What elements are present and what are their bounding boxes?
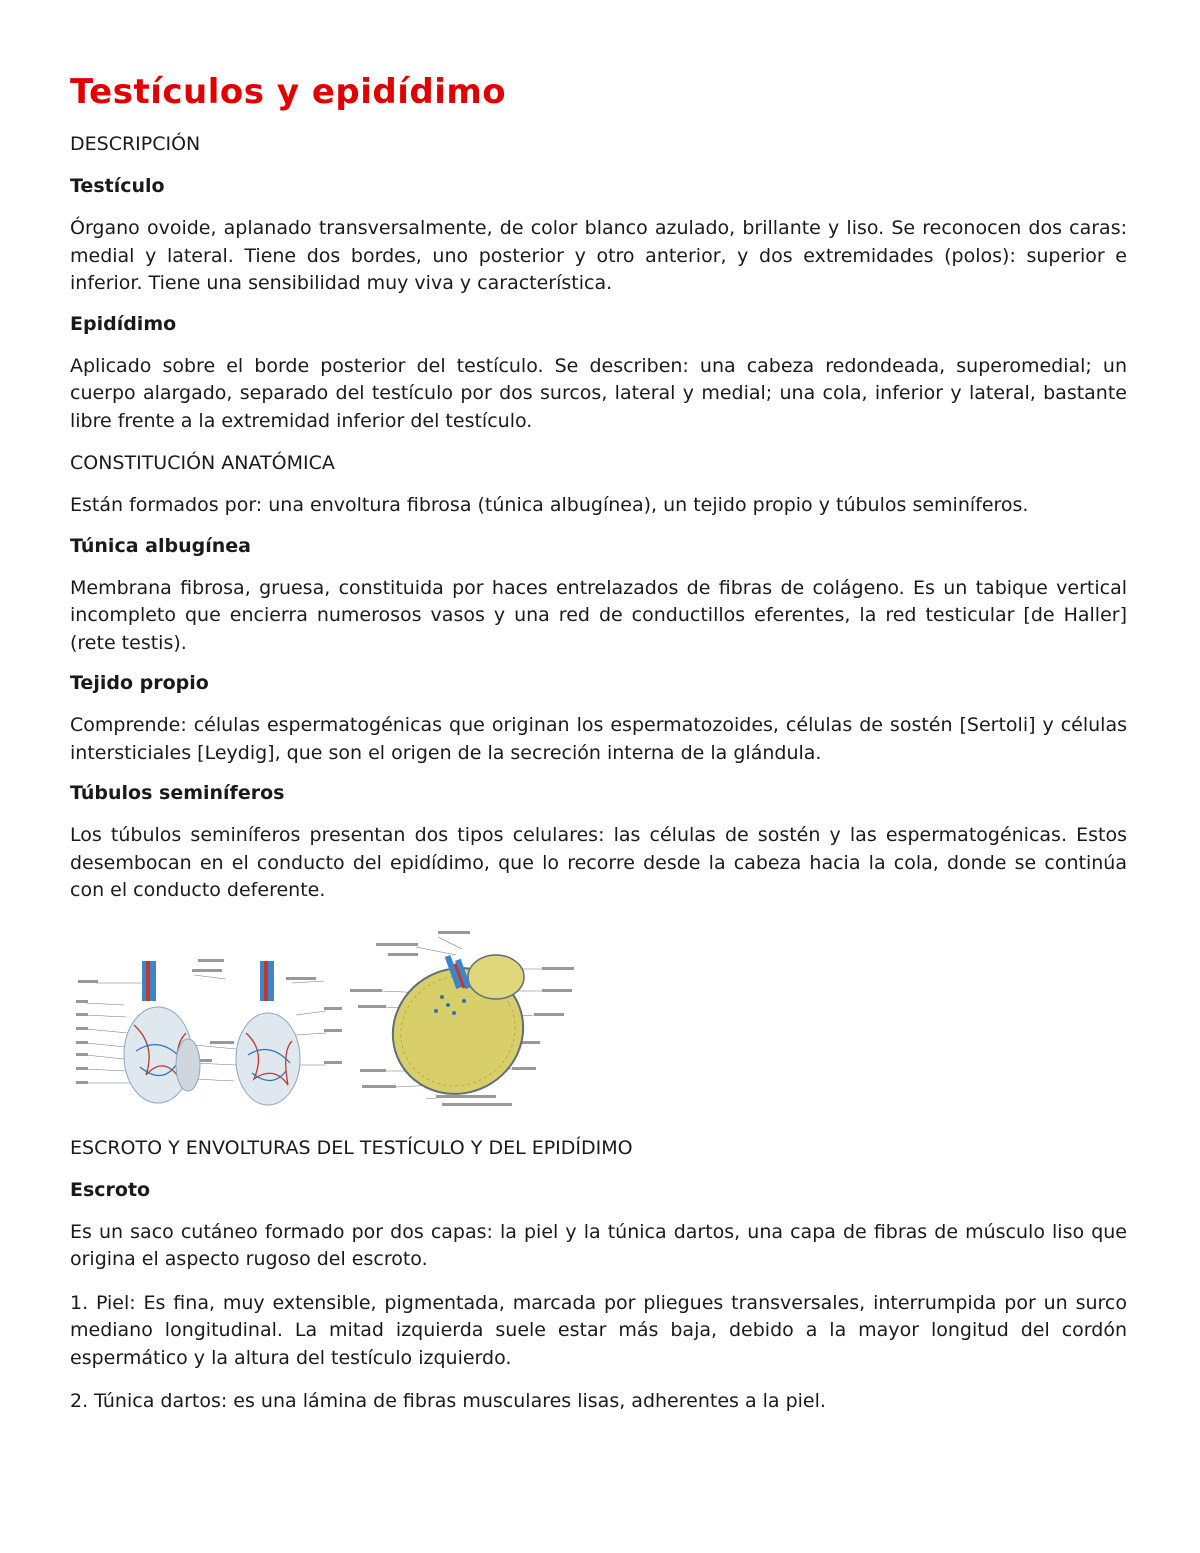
paragraph-escroto: Es un saco cutáneo formado por dos capas: la piel y la túnica dartos, una capa de fibras de músculo liso que origina el aspecto rugoso del escroto. — [70, 1220, 1127, 1270]
testis-vessels-illustration — [76, 955, 346, 1115]
anatomy-figures — [70, 919, 1127, 1117]
paragraph-tunica-albuginea: Membrana fibrosa, gruesa, constituida por haces entrelazados de fibras de colágeno. Es un tabique vertical incompleto que encierra numerosos vasos y una red de conductillos eferentes, la red testicular [de Haller] (rete testis). — [70, 576, 1127, 654]
subheading-tunica-albuginea: Túnica albugínea — [70, 534, 251, 557]
list-item-piel: 1. Piel: Es fina, muy extensible, pigmentada, marcada por pliegues transversales, interrumpida por un surco mediano longitudinal. La mitad izquierda suele estar más baja, debido a la mayor longitud del cordón espermático y la altura del testículo izquierdo. — [70, 1291, 1127, 1369]
subheading-testiculo: Testículo — [70, 175, 165, 197]
list-item-tunica-dartos: 2. Túnica dartos: es una lámina de fibras musculares lisas, adherentes a la piel. — [70, 1390, 826, 1412]
paragraph-epididimo: Aplicado sobre el borde posterior del testículo. Se describen: una cabeza redondeada, superomedial; un cuerpo alargado, separado del testículo por dos surcos, lateral y medial; una cola, inferior y lateral, bastante libre frente a la extremidad inferior del testículo. — [70, 354, 1127, 432]
paragraph-tejido-propio: Comprende: células espermatogénicas que originan los espermatozoides, células de sostén [Sertoli] y células intersticiales [Leydig], que son el origen de la secreción interna de la glándula. — [70, 714, 1127, 764]
subheading-tubulos-seminiferos: Túbulos seminíferos — [70, 782, 285, 804]
section-heading-descripcion: DESCRIPCIÓN — [70, 133, 201, 155]
subheading-epididimo: Epidídimo — [70, 312, 177, 335]
testis-cross-section-illustration — [346, 919, 596, 1109]
document-body — [70, 70, 1127, 1416]
section-heading-escroto: ESCROTO Y ENVOLTURAS DEL TESTÍCULO Y DEL EPIDÍDIMO — [70, 1136, 633, 1159]
paragraph-testiculo: Órgano ovoide, aplanado transversalmente, de color blanco azulado, brillante y liso. Se reconocen dos caras: medial y lateral. Tiene dos bordes, uno posterior y otro anterior, y dos extremidades (polos): superior e inferior. Tiene una sensibilidad muy viva y característica. — [70, 217, 1127, 294]
subheading-escroto: Escroto — [70, 1178, 151, 1201]
paragraph-tubulos-seminiferos: Los túbulos seminíferos presentan dos tipos celulares: las células de sostén y las espermatogénicas. Estos desembocan en el conducto del epidídimo, que lo recorre desde la cabeza hacia la cola, donde se continúa con el conducto deferente. — [70, 824, 1127, 901]
subheading-tejido-propio: Tejido propio — [70, 672, 209, 694]
document-title: Testículos y epidídimo — [70, 72, 507, 112]
section-heading-constitucion: CONSTITUCIÓN ANATÓMICA — [70, 452, 335, 474]
paragraph-constitucion-intro: Están formados por: una envoltura fibrosa (túnica albugínea), un tejido propio y túbulos seminíferos. — [70, 494, 1029, 516]
